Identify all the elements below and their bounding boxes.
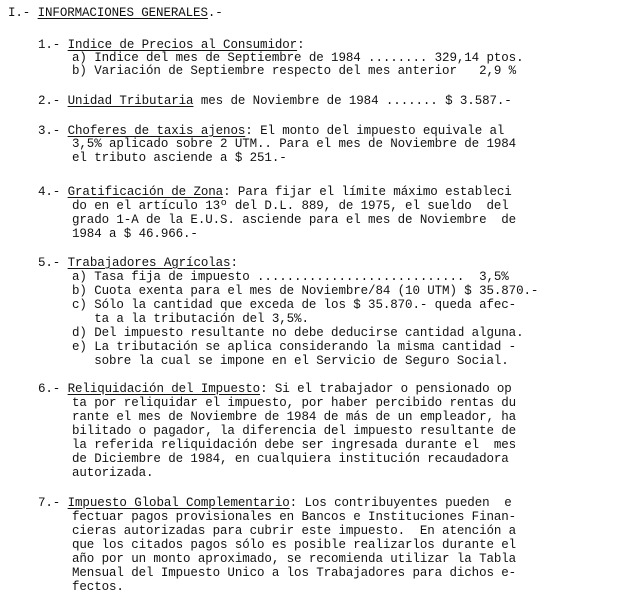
item-7-line-6: fectos. xyxy=(72,580,124,594)
item-5-line-c: c) Sólo la cantidad que exceda de los $ 35.870.- queda afec- xyxy=(72,298,517,312)
item-5-line-e2: sobre la cual se impone en el Servicio de Seguro Social. xyxy=(72,354,509,368)
item-7-line-1: fectuar pagos provisionales en Bancos e Instituciones Finan- xyxy=(72,510,517,524)
item-title: Reliquidación del Impuesto xyxy=(67,382,261,396)
item-7-line-5: Mensual del Impuesto Unico a los Trabajadores para dichos e- xyxy=(72,566,517,580)
item-title-suffix: : El monto del impuesto equivale al xyxy=(245,124,505,138)
item-title-suffix: : Para fijar el límite máximo estableci xyxy=(223,185,512,199)
item-1-line-a: a) Indice del mes de Septiembre de 1984 ........ 329,14 ptos. xyxy=(72,51,524,65)
item-title-suffix: mes de Noviembre de 1984 ....... $ 3.587.- xyxy=(193,94,512,108)
item-number: 3.- xyxy=(38,124,61,138)
item-number: 4.- xyxy=(38,185,61,199)
item-4-line-3: 1984 a $ 46.966.- xyxy=(72,227,198,241)
item-title: Trabajadores Agrícolas xyxy=(67,256,231,270)
item-number: 7.- xyxy=(38,496,61,510)
item-6-line-2: rante el mes de Noviembre de 1984 de más de un empleador, ha xyxy=(72,410,517,424)
item-5-line-b: b) Cuota exenta para el mes de Noviembre/84 (10 UTM) $ 35.870.- xyxy=(72,284,539,298)
item-number: 2.- xyxy=(38,94,61,108)
item-6-heading xyxy=(38,382,512,397)
item-6-line-6: autorizada. xyxy=(72,466,154,480)
item-title-suffix: : xyxy=(297,38,305,52)
item-7-line-4: año por un monto aproximado, se recomienda utilizar la Tabla xyxy=(72,552,517,566)
section-heading xyxy=(8,6,223,21)
item-6-line-4: la referida reliquidación debe ser ingresada durante el mes xyxy=(72,438,517,452)
item-3-line-1: 3,5% aplicado sobre 2 UTM.. Para el mes de Noviembre de 1984 xyxy=(72,137,517,151)
item-6-line-3: bilitado o pagador, la diferencia del impuesto resultante de xyxy=(72,424,517,438)
item-title: Unidad Tributaria xyxy=(67,94,194,108)
item-title-suffix: : Si el trabajador o pensionado op xyxy=(260,382,512,396)
item-5-line-e: e) La tributación se aplica considerando la misma cantidad - xyxy=(72,340,517,354)
item-1-line-b: b) Variación de Septiembre respecto del mes anterior 2,9 % xyxy=(72,64,517,78)
item-number: 6.- xyxy=(38,382,61,396)
item-title-suffix: : Los contribuyentes pueden e xyxy=(289,496,512,510)
section-numeral: I.- xyxy=(8,6,31,20)
item-7-line-2: cieras autorizadas para cubrir este impuesto. En atención a xyxy=(72,524,517,538)
item-title: Choferes de taxis ajenos xyxy=(67,124,246,138)
item-title-suffix: : xyxy=(230,256,238,270)
item-5-line-d: d) Del impuesto resultante no debe deducirse cantidad alguna. xyxy=(72,326,524,340)
item-7-heading xyxy=(38,496,512,511)
item-3-line-2: el tributo asciende a $ 251.- xyxy=(72,151,287,165)
section-title: INFORMACIONES GENERALES xyxy=(37,6,208,20)
item-5-line-c2: ta a la tributación del 3,5%. xyxy=(72,312,309,326)
item-4-heading xyxy=(38,185,512,200)
item-4-line-2: grado 1-A de la E.U.S. asciende para el mes de Noviembre de xyxy=(72,213,517,227)
item-title: Indice de Precios al Consumidor xyxy=(67,38,298,52)
item-6-line-1: ta por reliquidar el impuesto, por haber percibido rentas du xyxy=(72,396,517,410)
item-5-heading xyxy=(38,256,238,271)
item-title: Impuesto Global Complementario xyxy=(67,496,290,510)
section-title-suffix: .- xyxy=(207,6,223,20)
item-2-heading xyxy=(38,94,512,109)
item-number: 1.- xyxy=(38,38,61,52)
item-4-line-1: do en el artículo 13º del D.L. 889, de 1975, el sueldo del xyxy=(72,199,509,213)
item-number: 5.- xyxy=(38,256,61,270)
item-6-line-5: de Diciembre de 1984, en cualquiera institución recaudadora xyxy=(72,452,509,466)
item-5-line-a: a) Tasa fija de impuesto ............................ 3,5% xyxy=(72,270,509,284)
item-7-line-3: que los citados pagos sólo es posible realizarlos durante el xyxy=(72,538,517,552)
item-title: Gratificación de Zona xyxy=(67,185,224,199)
